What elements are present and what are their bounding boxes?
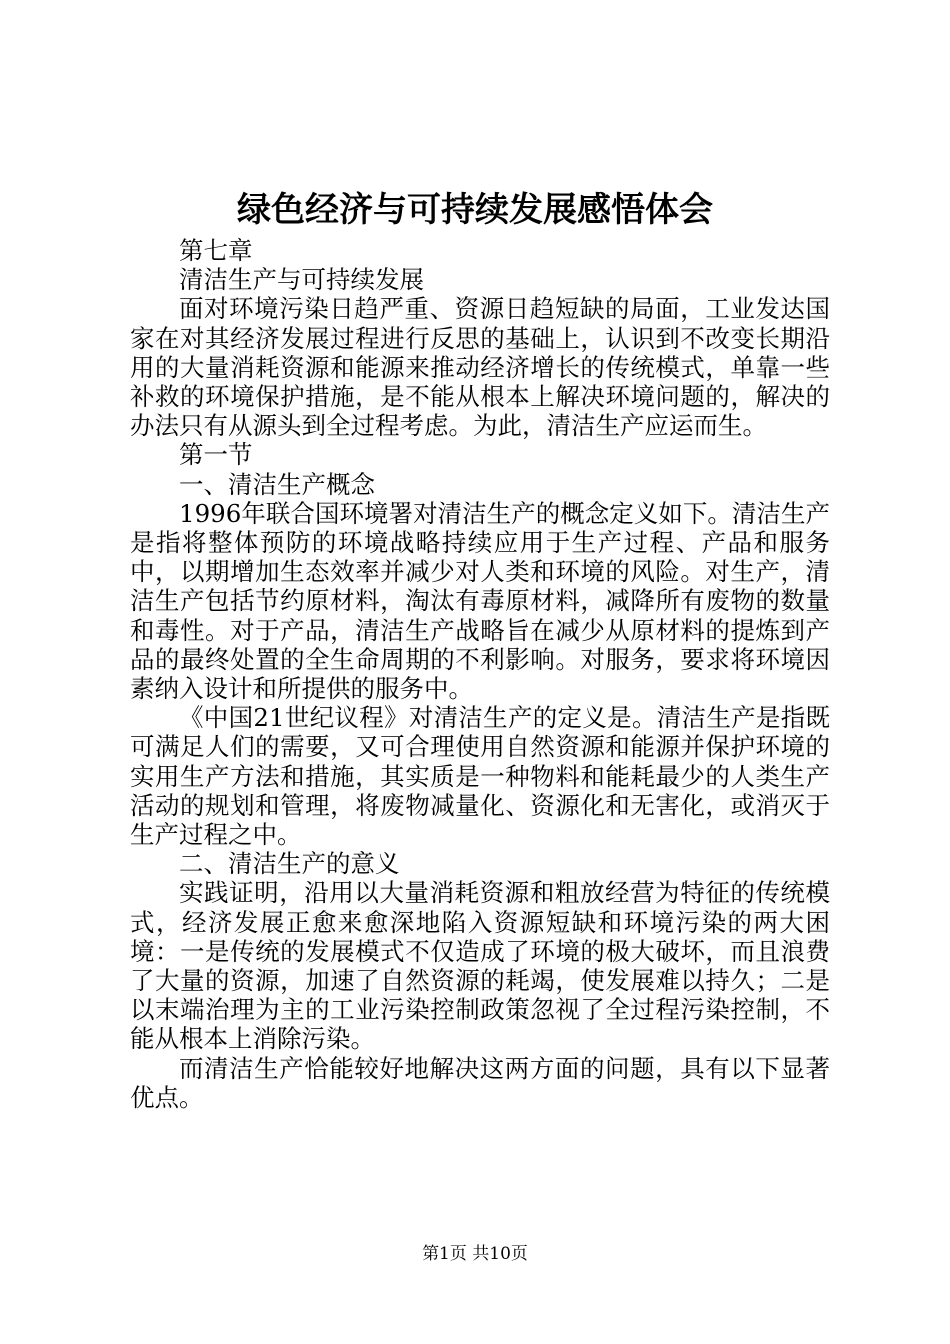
chapter-heading: 第七章 [179, 236, 253, 265]
body-paragraph: 《中国21世纪议程》对清洁生产的定义是。清洁生产是指既可满足人们的需要，又可合理使用自然资源和能源并保护环境的实用生产方法和措施，其实质是一种物料和能耗最少的人类生产活动的规划和管理，将废物减量化、资源化和无害化，或消灭于生产过程之中。 [130, 703, 830, 850]
document-body [130, 236, 830, 1112]
subsection-heading: 一、清洁生产概念 [179, 469, 375, 499]
body-paragraph: 而清洁生产恰能较好地解决这两方面的问题，具有以下显著优点。 [130, 1053, 830, 1112]
section-heading: 第一节 [179, 440, 253, 470]
subsection-heading: 二、清洁生产的意义 [179, 849, 400, 879]
body-paragraph: 1996年联合国环境署对清洁生产的概念定义如下。清洁生产是指将整体预防的环境战略持续应用于生产过程、产品和服务中，以期增加生态效率并减少对人类和环境的风险。对生产，清洁生产包括节约原材料，淘汰有毒原材料，减降所有废物的数量和毒性。对于产品，清洁生产战略旨在减少从原材料的提炼到产品的最终处置的全生命周期的不利影响。对服务，要求将环境因素纳入设计和所提供的服务中。 [130, 498, 830, 704]
document-title: 绿色经济与可持续发展感悟体会 [237, 190, 713, 230]
chapter-subtitle: 清洁生产与可持续发展 [179, 265, 424, 295]
body-paragraph: 实践证明，沿用以大量消耗资源和粗放经营为特征的传统模式，经济发展正愈来愈深地陷入资源短缺和环境污染的两大困境：一是传统的发展模式不仅造成了环境的极大破坏，而且浪费了大量的资源，加速了自然资源的耗竭，使发展难以持久；二是以末端治理为主的工业污染控制政策忽视了全过程污染控制，不能从根本上消除污染。 [130, 878, 830, 1054]
page-number-footer: 第1页 共10页 [422, 1244, 528, 1264]
body-paragraph: 面对环境污染日趋严重、资源日趋短缺的局面，工业发达国家在对其经济发展过程进行反思的基础上，认识到不改变长期沿用的大量消耗资源和能源来推动经济增长的传统模式，单靠一些补救的环境保护措施，是不能从根本上解决环境问题的，解决的办法只有从源头到全过程考虑。为此，清洁生产应运而生。 [130, 294, 830, 441]
